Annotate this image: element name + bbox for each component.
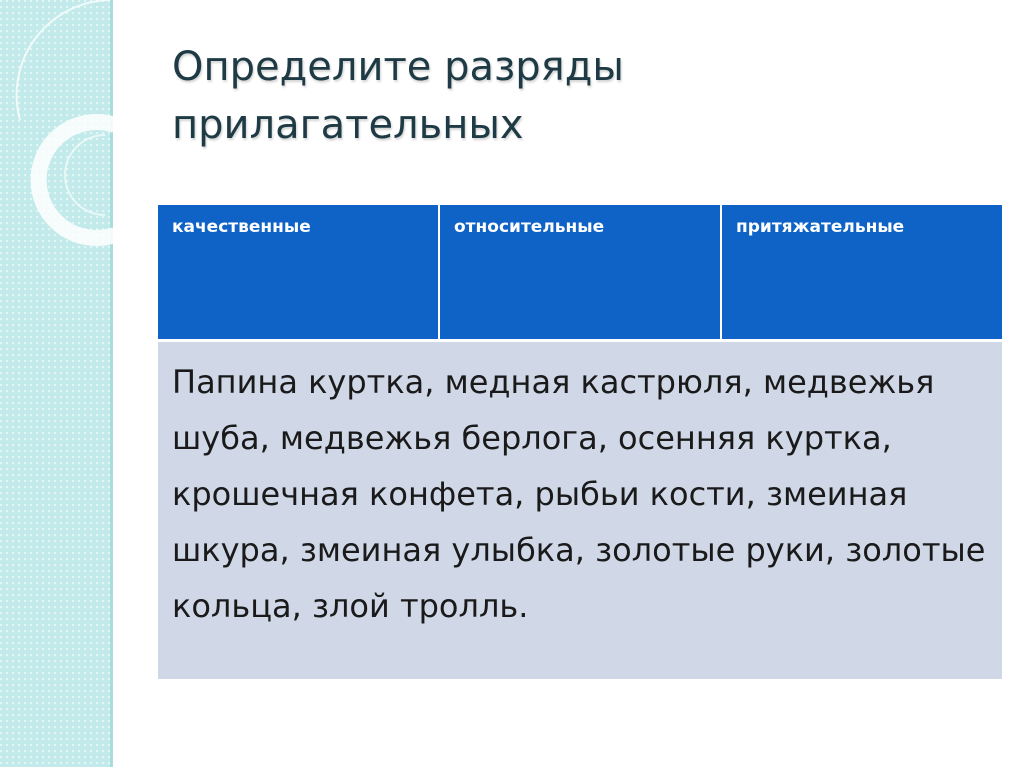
header-qualitative: качественные — [158, 205, 438, 339]
table-header-row — [158, 205, 1002, 339]
decorative-arc-large — [17, 0, 110, 120]
slide-title — [172, 38, 872, 154]
header-possessive: притяжательные — [722, 205, 1002, 339]
header-relative: относительные — [440, 205, 720, 339]
decorative-circles — [0, 0, 130, 260]
title-line-1: Определите разряды — [172, 44, 624, 90]
decorative-arc-thin — [65, 135, 105, 215]
table-content-cell: Папина куртка, медная кастрюля, медвежья шуба, медвежья берлога, осенняя куртка, крошечная конфета, рыбьи кости, змеиная шкура, змеиная улыбка, золотые руки, золотые кольца, злой тролль. — [158, 342, 1002, 679]
title-line-2: прилагательных — [172, 102, 524, 148]
adjective-categories-table — [158, 205, 1002, 679]
decorative-arc-ring — [39, 122, 115, 238]
